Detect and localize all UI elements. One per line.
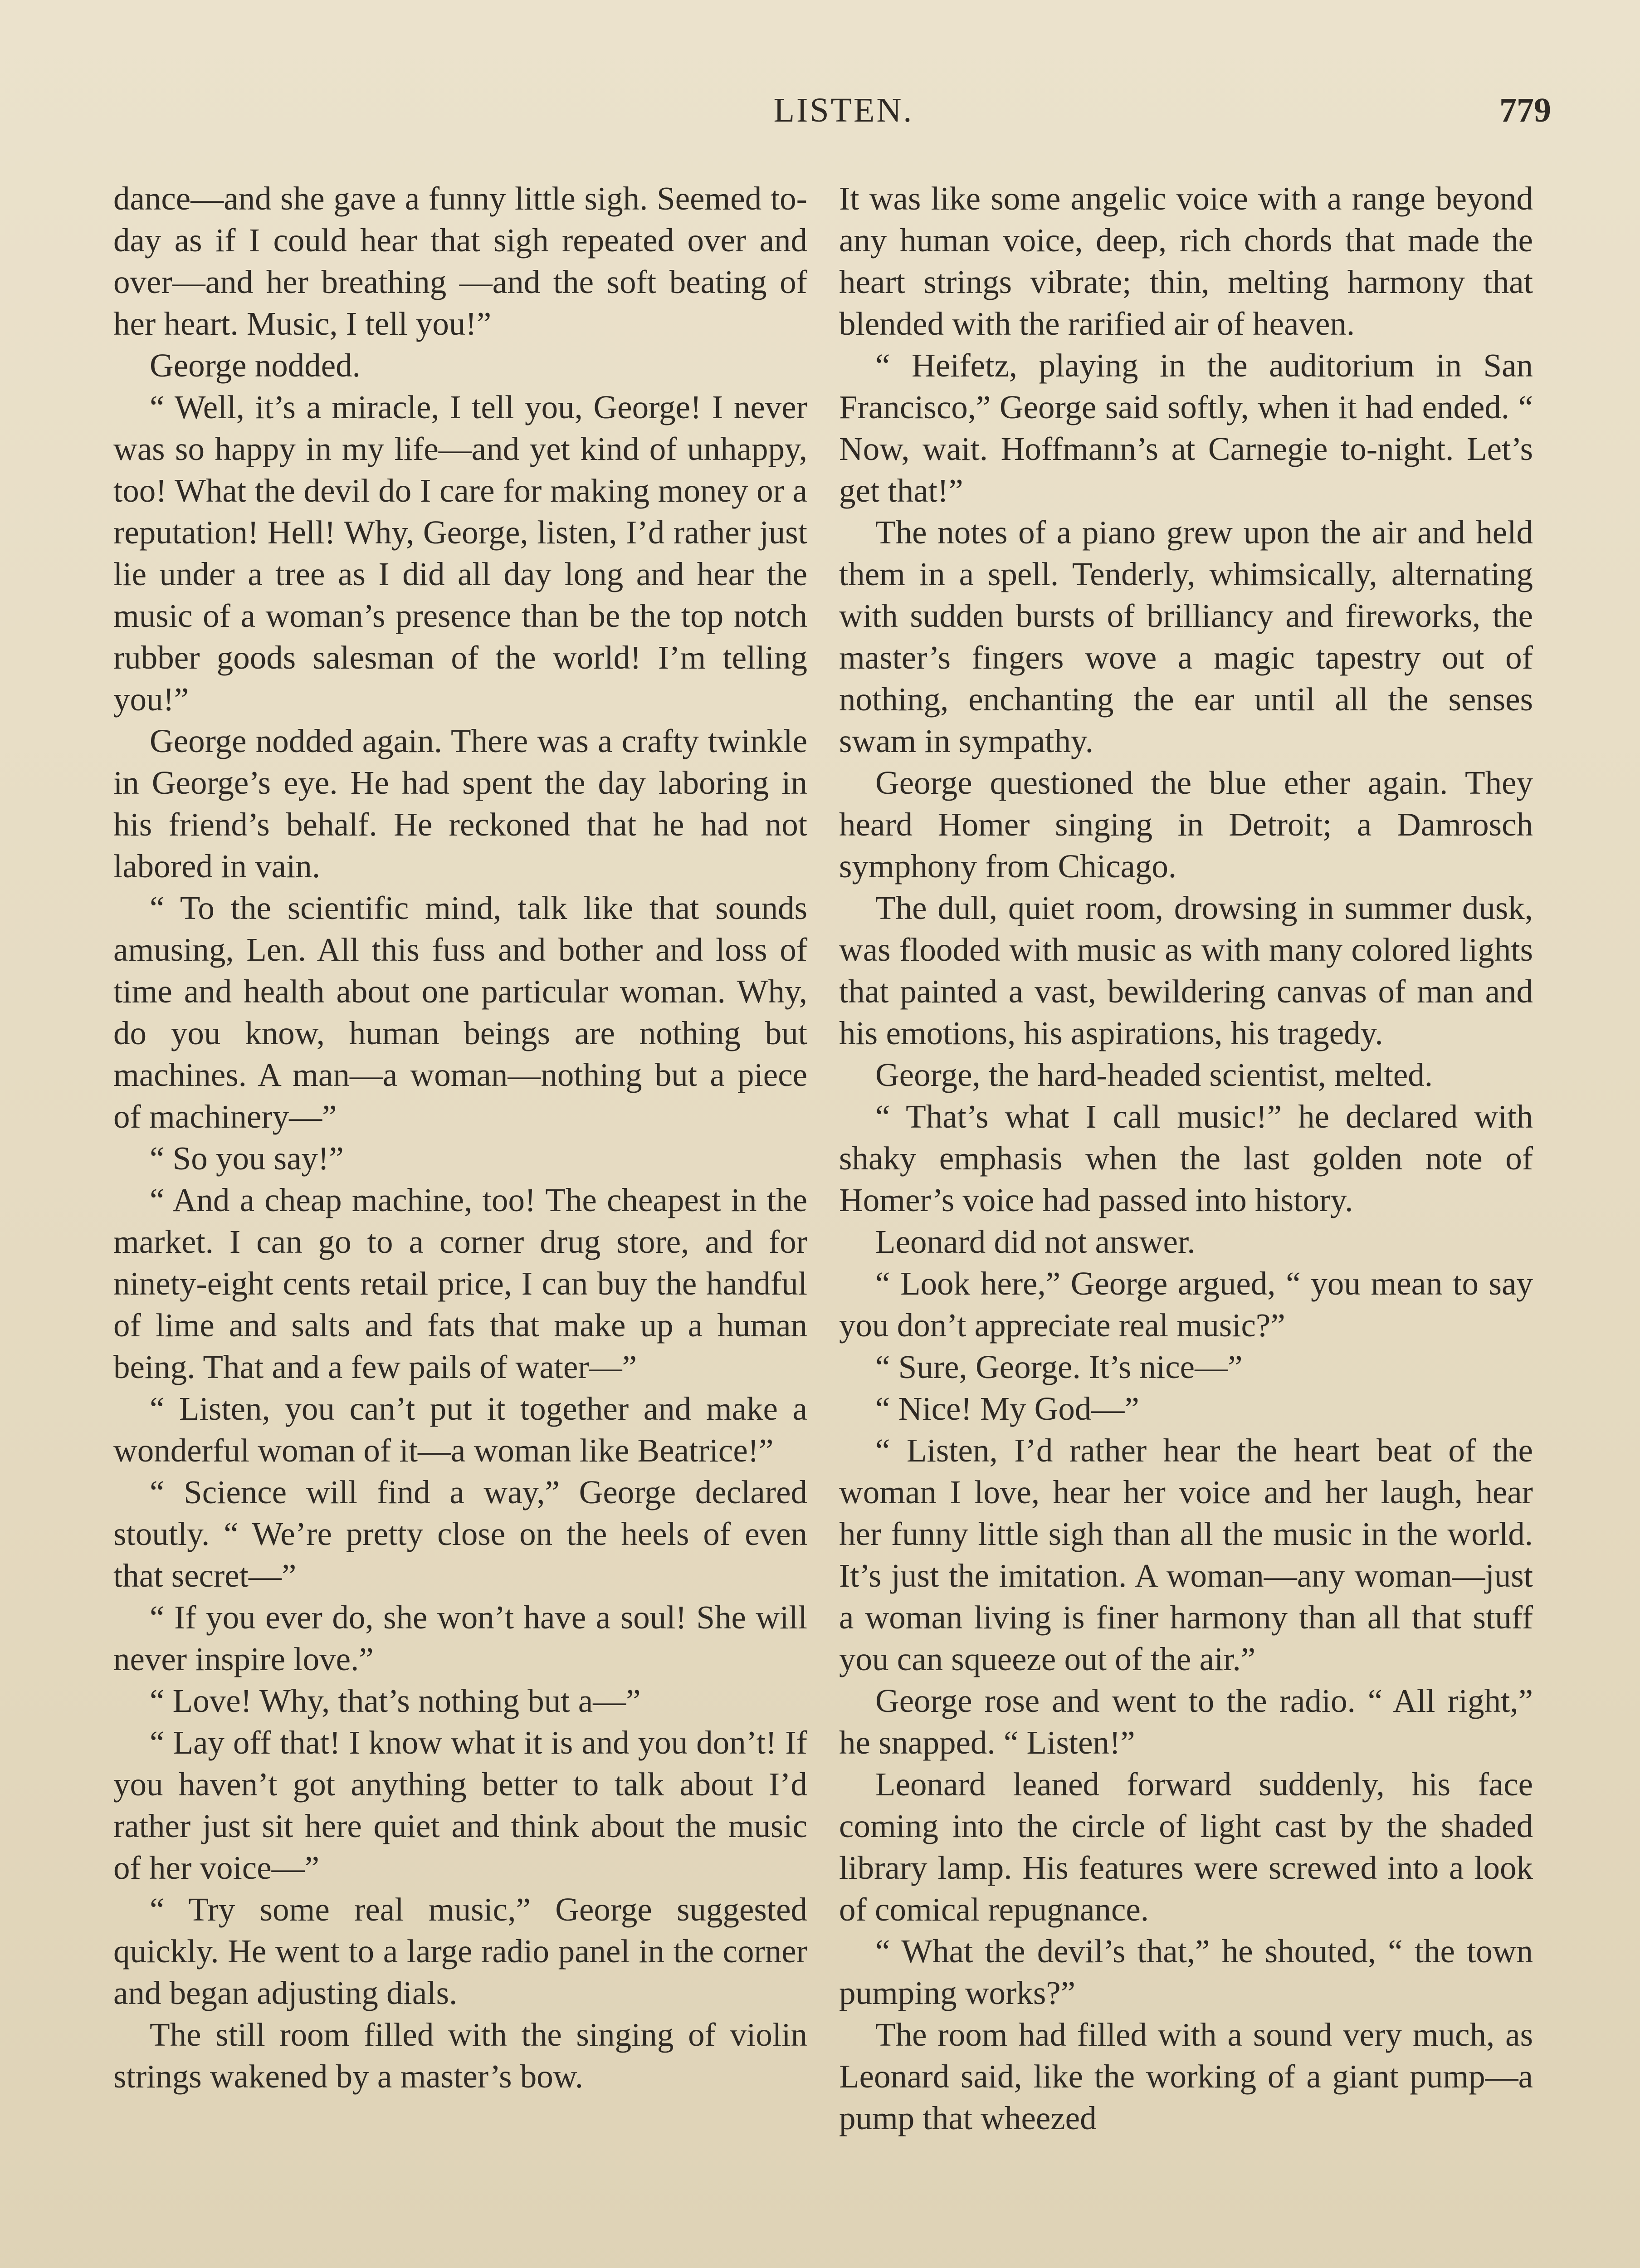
paragraph: “ To the scientific mind, talk like that sounds amusing, Len. All this fuss and bother and loss of time and health about one particular woman. Why, do you know, human beings are nothing but machines. A man—a woman—nothing but a piece of machinery—” (113, 890, 807, 1135)
paragraph: “ Listen, you can’t put it together and make a wonderful woman of it—a woman like Beatrice!” (113, 1390, 807, 1469)
paragraph: “ That’s what I call music!” he declared with shaky emphasis when the last golden note of Homer’s voice had passed into history. (839, 1098, 1533, 1218)
paragraph: “ Nice! My God—” (875, 1390, 1139, 1427)
paragraph: George questioned the blue ether again. They heard Homer singing in Detroit; a Damrosch symphony from Chicago. (839, 764, 1533, 885)
paragraph: The room had filled with a sound very much, as Leonard said, like the working of a giant pump—a pump that wheezed (839, 2016, 1533, 2136)
paragraph: “ Sure, George. It’s nice—” (875, 1349, 1243, 1385)
paragraph: “ Listen, I’d rather hear the heart beat of the woman I love, hear her voice and her laugh, hear her funny little sigh than all the music in the world. It’s just the imitation. A woman—any woman—just a woman living is finer harmony than all that stuff you can squeeze out of the air.” (839, 1432, 1533, 1677)
paragraph: The dull, quiet room, drowsing in summer dusk, was flooded with music as with many colored lights that painted a vast, bewildering canvas of man and his emotions, his aspirations, his tragedy. (839, 890, 1533, 1051)
paragraph: Leonard leaned forward suddenly, his face coming into the circle of light cast by the shaded library lamp. His features were screwed into a look of comical repugnance. (839, 1766, 1533, 1928)
paragraph: “ Lay off that! I know what it is and you don’t! If you haven’t got anything better to talk about I’d rather just sit here quiet and think about the music of her voice—” (113, 1724, 807, 1886)
paragraph: George nodded. (150, 347, 361, 384)
paragraph: George, the hard-headed scientist, melted. (875, 1056, 1433, 1093)
paragraph: “ Well, it’s a miracle, I tell you, George! I never was so happy in my life—and yet kind of unhappy, too! What the devil do I care for making money or a reputation! Hell! Why, George, listen, I’d rather just lie under a tree as I did all day long and hear the music of a woman’s presence than be the top notch rubber goods salesman of the world! I’m telling you!” (113, 389, 807, 718)
paragraph: It was like some angelic voice with a range beyond any human voice, deep, rich chords that made the heart strings vibrate; thin, melting harmony that blended with the rarified air of heaven. (839, 180, 1533, 342)
paragraph: dance—and she gave a funny little sigh. Seemed to-day as if I could hear that sigh repeated over and over—and her breathing —and the soft beating of her heart. Music, I tell you!” (113, 180, 807, 342)
paragraph: “ Look here,” George argued, “ you mean to say you don’t appreciate real music?” (839, 1265, 1533, 1344)
paragraph: “ Love! Why, that’s nothing but a—” (150, 1682, 641, 1719)
paragraph: George nodded again. There was a crafty twinkle in George’s eye. He had spent the day laboring in his friend’s behalf. He reckoned that he had not labored in vain. (113, 723, 807, 885)
paragraph: “ Science will find a way,” George declared stoutly. “ We’re pretty close on the heels of even that secret—” (113, 1474, 807, 1594)
paragraph: The still room filled with the singing of violin strings wakened by a master’s bow. (113, 2016, 807, 2095)
paragraph: “ So you say!” (150, 1140, 344, 1177)
paragraph: “ And a cheap machine, too! The cheapest in the market. I can go to a corner drug store, and for ninety-eight cents retail price, I can buy the handful of lime and salts and fats that make up a human being. That and a few pails of water—” (113, 1182, 807, 1385)
paragraph: George rose and went to the radio. “ All right,” he snapped. “ Listen!” (839, 1682, 1533, 1761)
page-number: 779 (1499, 91, 1551, 129)
paragraph: Leonard did not answer. (875, 1223, 1196, 1260)
paragraph: “ If you ever do, she won’t have a soul! She will never inspire love.” (113, 1599, 807, 1677)
paragraph: “ Heifetz, playing in the auditorium in San Francisco,” George said softly, when it had ended. “ Now, wait. Hoffmann’s at Carnegie to-night. Let’s get that!” (839, 347, 1533, 509)
paragraph: “ What the devil’s that,” he shouted, “ the town pumping works?” (839, 1933, 1533, 2011)
running-title: LISTEN. (773, 91, 914, 129)
right-column (839, 178, 1533, 2139)
left-column (113, 178, 807, 2097)
paragraph: The notes of a piano grew upon the air and held them in a spell. Tenderly, whimsically, alternating with sudden bursts of brilliancy and fireworks, the master’s fingers wove a magic tapestry out of nothing, enchanting the ear until all the senses swam in sympathy. (839, 514, 1533, 759)
paragraph: “ Try some real music,” George suggested quickly. He went to a large radio panel in the corner and began adjusting dials. (113, 1891, 807, 2011)
